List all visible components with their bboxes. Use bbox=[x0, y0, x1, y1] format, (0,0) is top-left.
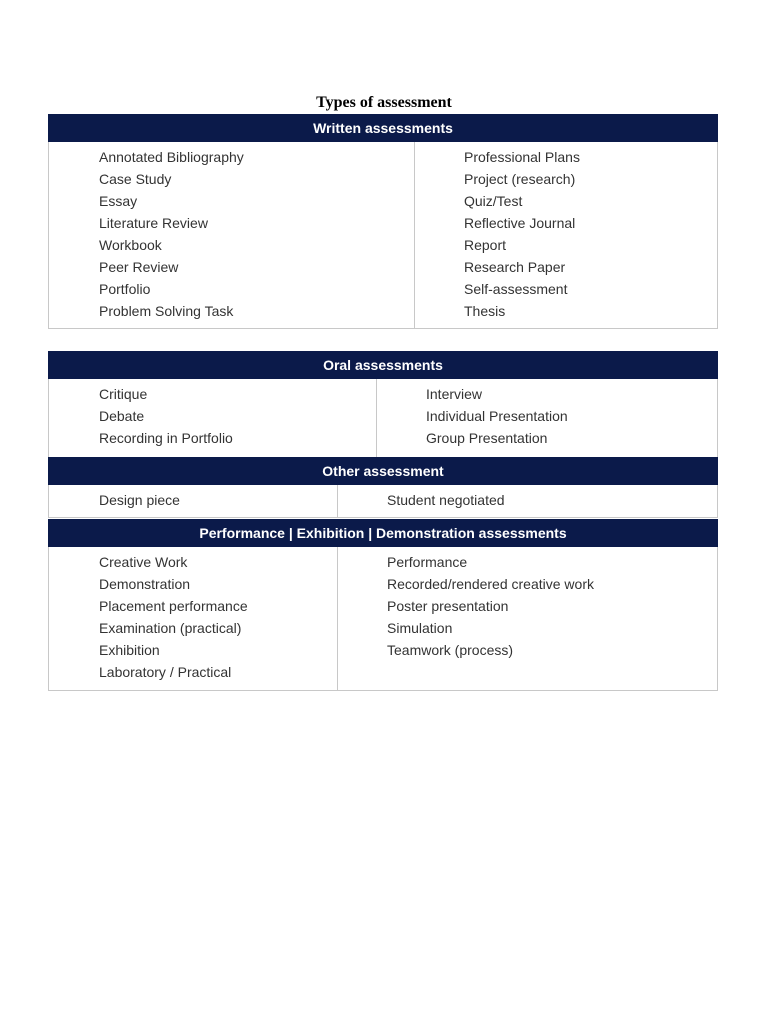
list-item: Individual Presentation bbox=[426, 408, 568, 424]
performance-assessments-body bbox=[49, 547, 717, 690]
performance-right-column bbox=[338, 547, 717, 690]
written-right-column bbox=[415, 142, 717, 328]
list-item: Literature Review bbox=[99, 215, 208, 231]
written-assessments-table bbox=[48, 114, 718, 329]
list-item: Recording in Portfolio bbox=[99, 430, 233, 446]
list-item: Portfolio bbox=[99, 281, 151, 297]
list-item: Design piece bbox=[99, 492, 180, 508]
page-title: Types of assessment bbox=[316, 94, 452, 111]
list-item: Poster presentation bbox=[387, 598, 509, 614]
list-item: Workbook bbox=[99, 237, 162, 253]
list-item: Placement performance bbox=[99, 598, 248, 614]
oral-assessments-table bbox=[48, 351, 718, 458]
list-item: Peer Review bbox=[99, 259, 179, 275]
list-item: Debate bbox=[99, 408, 145, 424]
list-item: Laboratory / Practical bbox=[99, 664, 232, 680]
list-item: Exhibition bbox=[99, 642, 160, 658]
list-item: Reflective Journal bbox=[464, 215, 576, 231]
list-item: Recorded/rendered creative work bbox=[387, 576, 594, 592]
written-left-column bbox=[49, 142, 415, 328]
written-assessments-body bbox=[49, 142, 717, 328]
list-item: Critique bbox=[99, 386, 148, 402]
list-item: Quiz/Test bbox=[464, 193, 523, 209]
list-item: Teamwork (process) bbox=[387, 642, 514, 658]
list-item: Interview bbox=[426, 386, 483, 402]
other-assessment-table bbox=[48, 457, 718, 518]
list-item: Self-assessment bbox=[464, 281, 568, 297]
oral-right-column bbox=[377, 379, 717, 457]
other-assessment-body bbox=[49, 485, 717, 517]
list-item: Group Presentation bbox=[426, 430, 548, 446]
oral-left-column bbox=[49, 379, 377, 457]
other-assessment-header: Other assessment bbox=[48, 457, 718, 485]
list-item: Examination (practical) bbox=[99, 620, 242, 636]
list-item: Simulation bbox=[387, 620, 453, 636]
list-item: Problem Solving Task bbox=[99, 303, 234, 319]
written-assessments-header: Written assessments bbox=[48, 114, 718, 142]
oral-assessments-body bbox=[49, 379, 717, 457]
performance-assessments-header: Performance | Exhibition | Demonstration assessments bbox=[48, 519, 718, 547]
list-item: Project (research) bbox=[464, 171, 576, 187]
performance-left-column bbox=[49, 547, 338, 690]
list-item: Thesis bbox=[464, 303, 506, 319]
list-item: Case Study bbox=[99, 171, 172, 187]
oral-assessments-header: Oral assessments bbox=[48, 351, 718, 379]
list-item: Annotated Bibliography bbox=[99, 149, 244, 165]
list-item: Demonstration bbox=[99, 576, 191, 592]
list-item: Essay bbox=[99, 193, 138, 209]
list-item: Professional Plans bbox=[464, 149, 580, 165]
list-item: Student negotiated bbox=[387, 492, 505, 508]
list-item: Research Paper bbox=[464, 259, 566, 275]
list-item: Creative Work bbox=[99, 554, 188, 570]
other-right-column bbox=[338, 485, 717, 517]
performance-assessments-table bbox=[48, 519, 718, 691]
other-left-column bbox=[49, 485, 338, 517]
list-item: Report bbox=[464, 237, 507, 253]
list-item: Performance bbox=[387, 554, 468, 570]
